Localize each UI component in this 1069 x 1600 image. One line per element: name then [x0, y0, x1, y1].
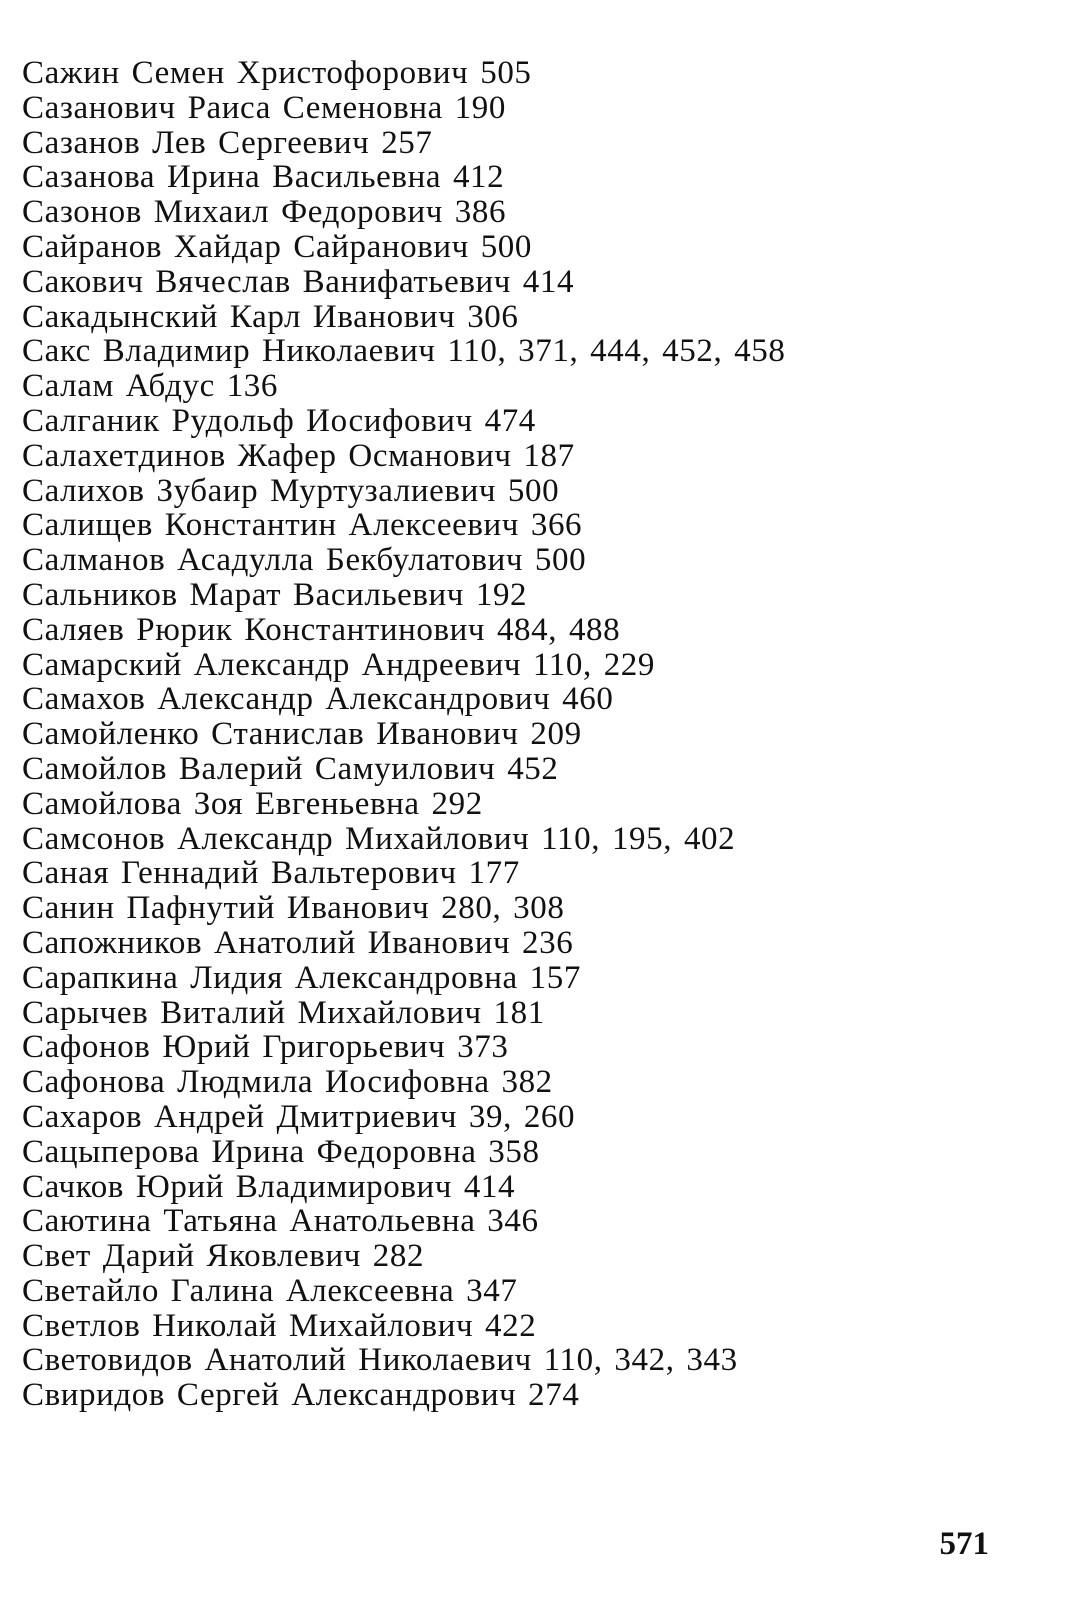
index-entry: Салахетдинов Жафер Османович 187 — [22, 437, 575, 474]
index-entry: Салманов Асадулла Бекбулатович 500 — [22, 542, 587, 579]
index-entry: Самойленко Станислав Иванович 209 — [22, 716, 582, 753]
index-entry: Сачков Юрий Владимирович 414 — [22, 1168, 516, 1205]
index-entry: Саютина Татьяна Анатольевна 346 — [22, 1203, 539, 1240]
index-entry: Саная Геннадий Вальтерович 177 — [22, 855, 520, 892]
index-entry: Салганик Рудольф Иосифович 474 — [22, 402, 536, 439]
index-entry: Светайло Галина Алексеевна 347 — [22, 1272, 518, 1309]
index-entry: Сакс Владимир Николаевич 110, 371, 444, 452, 458 — [22, 333, 786, 370]
index-entry: Сайранов Хайдар Сайранович 500 — [22, 228, 532, 265]
index-entry: Самойлов Валерий Самуилович 452 — [22, 750, 559, 787]
index-entry: Самсонов Александр Михайлович 110, 195, 402 — [22, 820, 736, 857]
index-entry: Самахов Александр Александрович 460 — [22, 681, 614, 718]
index-entry: Санин Пафнутий Иванович 280, 308 — [22, 890, 565, 927]
index-entry: Салищев Константин Алексеевич 366 — [22, 507, 583, 544]
index-entry: Сазанович Раиса Семеновна 190 — [22, 89, 506, 126]
index-entry: Сацыперова Ирина Федоровна 358 — [22, 1133, 540, 1170]
index-entry: Самойлова Зоя Евгеньевна 292 — [22, 785, 483, 822]
index-entry: Сакадынский Карл Иванович 306 — [22, 298, 519, 335]
index-entry: Сажин Семен Христофорович 505 — [22, 55, 532, 91]
index-entry: Сазонов Михаил Федорович 386 — [22, 194, 507, 231]
index-entry: Сафонова Людмила Иосифовна 382 — [22, 1064, 553, 1101]
index-entry: Сапожников Анатолий Иванович 236 — [22, 924, 574, 961]
index-entry: Салихов Зубаир Муртузалиевич 500 — [22, 472, 560, 509]
name-index-list — [22, 56, 1042, 1413]
index-entry: Сакович Вячеслав Ванифатьевич 414 — [22, 263, 575, 300]
index-entry: Светлов Николай Михайлович 422 — [22, 1307, 537, 1344]
index-entry: Салам Абдус 136 — [22, 368, 279, 405]
index-entry: Сафонов Юрий Григорьевич 373 — [22, 1029, 509, 1066]
index-entry: Самарский Александр Андреевич 110, 229 — [22, 646, 656, 683]
index-entry: Свиридов Сергей Александрович 274 — [22, 1377, 580, 1414]
index-entry: Сазанова Ирина Васильевна 412 — [22, 159, 505, 196]
index-entry: Сальников Марат Васильевич 192 — [22, 576, 528, 613]
index-entry: Свет Дарий Яковлевич 282 — [22, 1238, 425, 1275]
index-entry: Саляев Рюрик Константинович 484, 488 — [22, 611, 621, 648]
index-entry: Сахаров Андрей Дмитриевич 39, 260 — [22, 1098, 576, 1135]
page-number: 571 — [939, 1526, 989, 1562]
index-entry: Сарапкина Лидия Александровна 157 — [22, 959, 581, 996]
index-entry: Световидов Анатолий Николаевич 110, 342, 343 — [22, 1342, 738, 1379]
index-entry: Сазанов Лев Сергеевич 257 — [22, 124, 433, 161]
index-entry: Сарычев Виталий Михайлович 181 — [22, 994, 545, 1031]
